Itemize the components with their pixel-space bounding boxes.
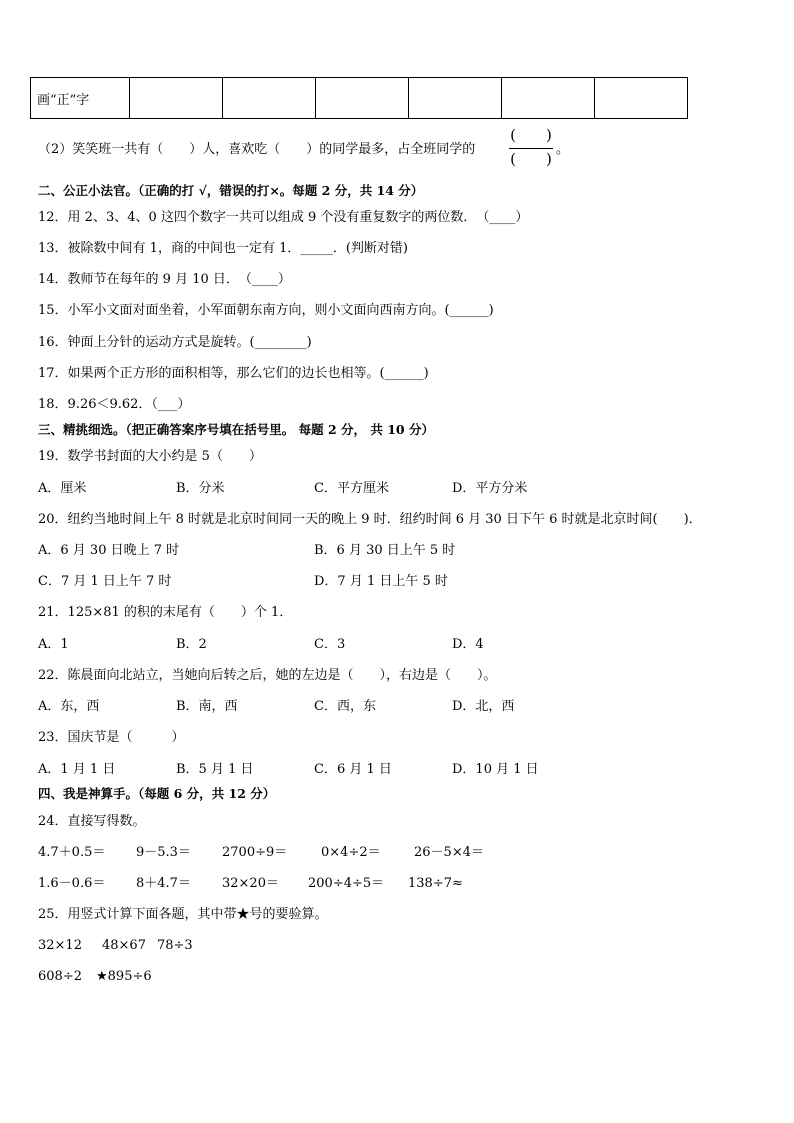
calc-item: 32×20＝: [222, 876, 279, 891]
question-17: 17．如果两个正方形的面积相等，那么它们的边长也相等。(______): [38, 366, 429, 381]
option-b: B．6 月 30 日上午 5 时: [314, 543, 456, 558]
table-row-label: 画“正”字: [31, 78, 130, 119]
calc-item: 2700÷9＝: [222, 845, 288, 860]
option-b: B．2: [176, 637, 207, 652]
calc-item: 4.7＋0.5＝: [38, 845, 106, 860]
calc-item: 608÷2: [38, 969, 82, 984]
section-3-heading: 三、精挑细选。（把正确答案序号填在括号里。 每题 2 分， 共 10 分）: [38, 422, 434, 437]
option-c: C．西，东: [314, 699, 376, 714]
fraction-bar: [509, 148, 553, 149]
question-19: 19．数学书封面的大小约是 5（ ）: [38, 449, 262, 464]
option-b: B．分米: [176, 481, 225, 496]
option-a: A．6 月 30 日晚上 7 时: [38, 543, 180, 558]
option-a: A．厘米: [38, 481, 87, 496]
section-4-heading: 四、我是神算手。（每题 6 分，共 12 分）: [38, 786, 276, 801]
option-d: D．4: [452, 637, 484, 652]
calc-item: 200÷4÷5＝: [308, 876, 385, 891]
question-15: 15．小军小文面对面坐着，小军面朝东南方向，则小文面向西南方向。(______): [38, 303, 494, 318]
calc-item: 26－5×4＝: [414, 845, 484, 860]
question-22: 22．陈晨面向北站立，当她向后转之后，她的左边是（ ），右边是（ ）。: [38, 668, 497, 683]
question-20: 20．纽约当地时间上午 8 时就是北京时间同一天的晚上 9 时．纽约时间 6 月 30 日下午 6 时就是北京时间( )．: [38, 512, 702, 527]
table-row: [31, 78, 688, 119]
question-23: 23．国庆节是（ ）: [38, 730, 185, 745]
option-c: C．3: [314, 637, 346, 652]
fraction-denominator: ( ): [510, 150, 552, 168]
question-24: 24．直接写得数。: [38, 814, 146, 829]
question-16: 16．钟面上分针的运动方式是旋转。(________): [38, 335, 312, 350]
question-13: 13．被除数中间有 1，商的中间也一定有 1．_____．(判断对错): [38, 241, 408, 256]
calc-item: 48×67: [102, 938, 146, 953]
option-a: A．东，西: [38, 699, 100, 714]
option-d: D．10 月 1 日: [452, 762, 539, 777]
question-25: 25．用竖式计算下面各题，其中带★号的要验算。: [38, 907, 328, 922]
question-1-2-text: （2）笑笑班一共有（ ）人，喜欢吃（ ）的同学最多，占全班同学的: [38, 142, 476, 157]
option-c: C．6 月 1 日: [314, 762, 392, 777]
option-d: D．7 月 1 日上午 5 时: [314, 574, 448, 589]
question-21: 21．125×81 的积的末尾有（ ）个 1．: [38, 605, 293, 620]
section-2-heading: 二、公正小法官。（正确的打 √，错误的打×。每题 2 分，共 14 分）: [38, 183, 424, 198]
table-cell: [595, 78, 688, 119]
calc-item: 78÷3: [157, 938, 193, 953]
question-18: 18．9.26＜9.62．（___）: [38, 397, 191, 412]
calc-item: 32×12: [38, 938, 82, 953]
option-a: A．1 月 1 日: [38, 762, 116, 777]
table-cell: [409, 78, 502, 119]
calc-item: 9－5.3＝: [136, 845, 191, 860]
table-cell: [502, 78, 595, 119]
option-c: C．平方厘米: [314, 481, 389, 496]
question-1-2-end: 。: [556, 142, 570, 157]
option-b: B．南，西: [176, 699, 238, 714]
option-c: C．7 月 1 日上午 7 时: [38, 574, 172, 589]
fraction-numerator: ( ): [510, 126, 552, 144]
option-d: D．北，西: [452, 699, 515, 714]
table-cell: [316, 78, 409, 119]
calc-item: 138÷7≈: [408, 876, 463, 891]
calc-item: 0×4÷2＝: [321, 845, 381, 860]
option-b: B．5 月 1 日: [176, 762, 254, 777]
calc-item: 8＋4.7＝: [136, 876, 191, 891]
question-12: 12．用 2、3、4、0 这四个数字一共可以组成 9 个没有重复数字的两位数． （____）: [38, 210, 529, 225]
fraction-blank: [509, 128, 553, 172]
table-cell: [223, 78, 316, 119]
question-14: 14．教师节在每年的 9 月 10 日． （____）: [38, 272, 291, 287]
calc-item-starred: ★895÷6: [96, 969, 152, 984]
calc-item: 1.6－0.6＝: [38, 876, 106, 891]
option-d: D．平方分米: [452, 481, 528, 496]
table-cell: [130, 78, 223, 119]
tally-table: [30, 77, 688, 119]
option-a: A．1: [38, 637, 69, 652]
